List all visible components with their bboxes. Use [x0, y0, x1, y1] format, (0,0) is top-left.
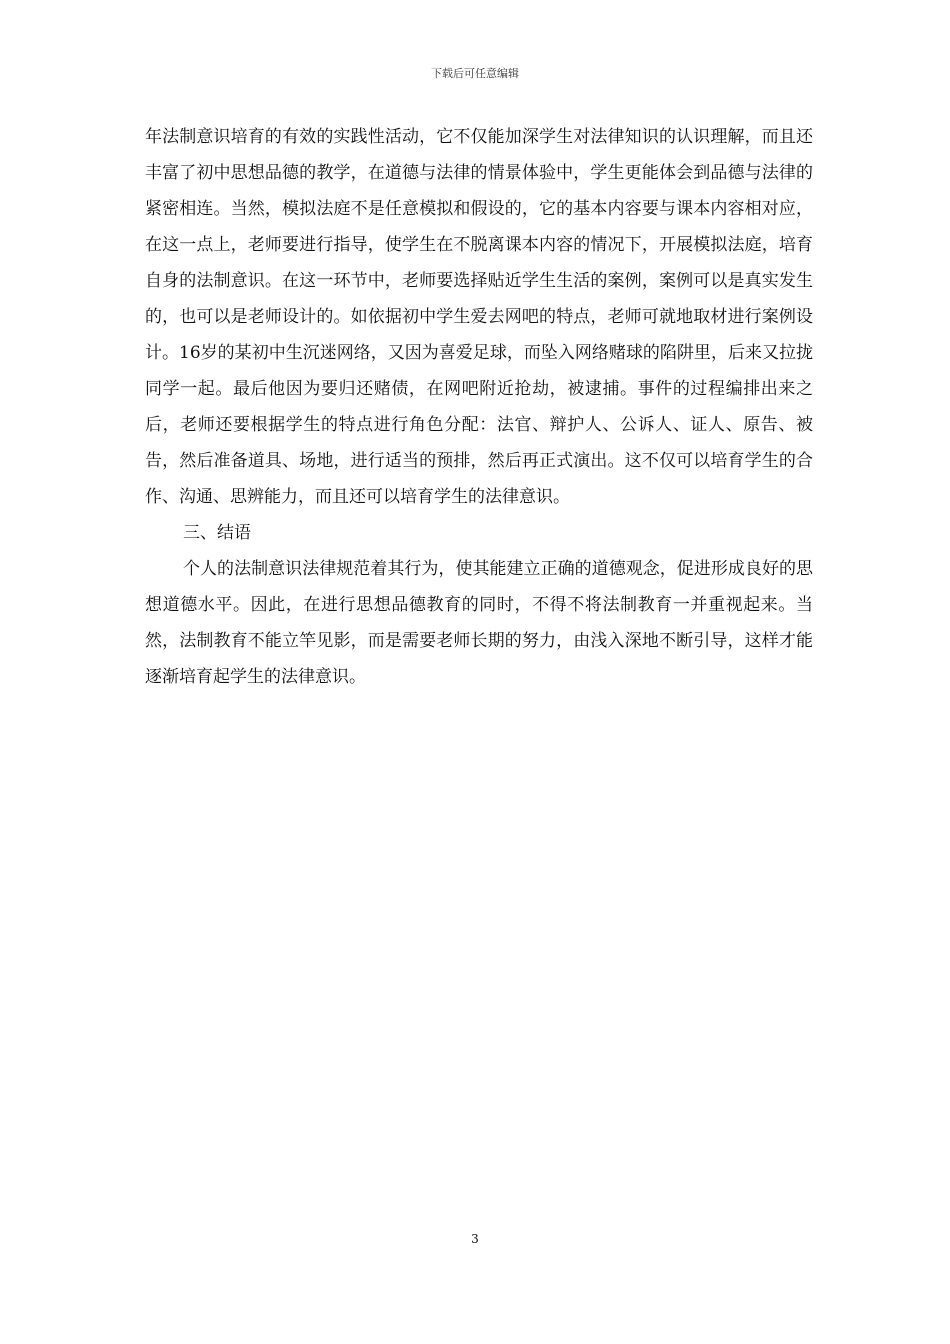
document-body: [145, 119, 813, 695]
page-header: 下载后可任意编辑: [431, 67, 519, 80]
body-paragraph-continued: 年法制意识培育的有效的实践性活动，它不仅能加深学生对法律知识的认识理解，而且还丰富了初中思想品德的教学，在道德与法律的情景体验中，学生更能体会到品德与法律的紧密相连。当然，模拟法庭不是任意模拟和假设的，它的基本内容要与课本内容相对应，在这一点上，老师要进行指导，使学生在不脱离课本内容的情况下，开展模拟法庭，培育自身的法制意识。在这一环节中，老师要选择贴近学生生活的案例，案例可以是真实发生的，也可以是老师设计的。如依据初中学生爱去网吧的特点，老师可就地取材进行案例设计。16岁的某初中生沉迷网络，又因为喜爱足球，而坠入网络赌球的陷阱里，后来又拉拢同学一起。最后他因为要归还赌债，在网吧附近抢劫，被逮捕。事件的过程编排出来之后，老师还要根据学生的特点进行角色分配：法官、辩护人、公诉人、证人、原告、被告，然后准备道具、场地，进行适当的预排，然后再正式演出。这不仅可以培育学生的合作、沟通、思辨能力，而且还可以培育学生的法律意识。: [145, 127, 813, 507]
page-number: 3: [471, 1232, 479, 1246]
section-heading-conclusion: 三、结语: [183, 523, 251, 543]
body-paragraph-conclusion: 个人的法制意识法律规范着其行为，使其能建立正确的道德观念，促进形成良好的思想道德水平。因此，在进行思想品德教育的同时，不得不将法制教育一并重视起来。当然，法制教育不能立竿见影，而是需要老师长期的努力，由浅入深地不断引导，这样才能逐渐培育起学生的法律意识。: [145, 559, 813, 687]
